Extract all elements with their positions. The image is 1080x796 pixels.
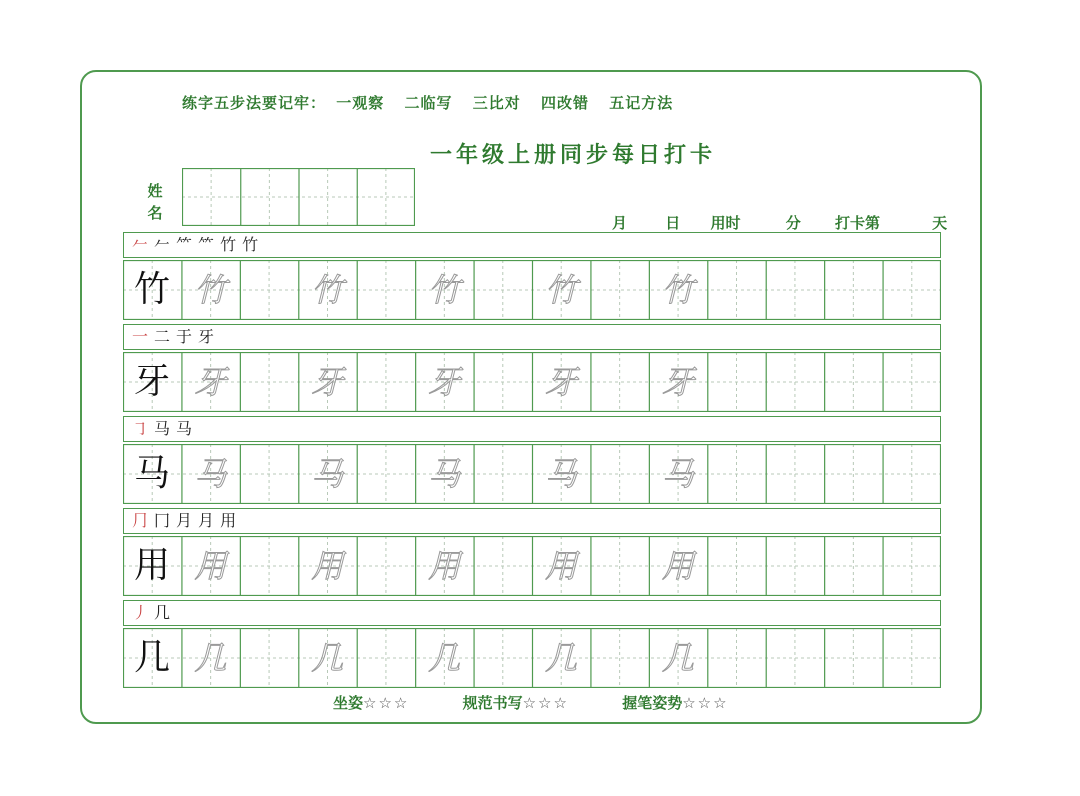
posture-label: 坐姿 <box>333 694 364 712</box>
trace-character[interactable]: 马 <box>661 455 694 493</box>
motto-lead: 练字五步法要记牢： <box>182 94 327 112</box>
trace-character[interactable]: 马 <box>428 455 461 493</box>
stroke-step: 𠂉 <box>154 235 171 254</box>
model-character: 用 <box>133 545 170 586</box>
practice-grid-row[interactable] <box>123 536 941 596</box>
model-character: 竹 <box>133 269 170 310</box>
writing-rating <box>463 692 569 713</box>
name-label-2: 名 <box>147 204 163 222</box>
stroke-step: 于 <box>176 327 193 346</box>
trace-character[interactable]: 马 <box>544 455 577 493</box>
trace-character[interactable]: 牙 <box>544 363 577 401</box>
trace-character[interactable]: 用 <box>311 547 344 585</box>
stroke-step: 冂 <box>154 511 171 530</box>
stroke-step: 竹 <box>242 235 259 254</box>
writing-label: 规范书写 <box>462 694 523 712</box>
trace-character[interactable]: 用 <box>661 547 694 585</box>
model-character: 牙 <box>133 361 170 402</box>
model-character: 几 <box>133 637 170 678</box>
stroke-step: ⺆ <box>132 511 149 530</box>
stroke-order-row <box>123 508 941 534</box>
trace-character[interactable]: 竹 <box>544 271 577 309</box>
name-input-grid[interactable] <box>182 168 415 226</box>
stroke-step: 𠂉 <box>132 235 149 254</box>
grip-stars[interactable]: ☆☆☆ <box>682 694 729 712</box>
trace-character[interactable]: 牙 <box>428 363 461 401</box>
practice-grid-row[interactable] <box>123 260 941 320</box>
trace-character[interactable]: 牙 <box>194 363 227 401</box>
name-grid-lines <box>182 168 415 226</box>
stroke-step: ㇆ <box>132 419 149 438</box>
practice-grid-row[interactable] <box>123 444 941 504</box>
stroke-step: 一 <box>132 327 149 346</box>
trace-character[interactable]: 竹 <box>661 271 694 309</box>
trace-character[interactable]: 几 <box>544 639 577 677</box>
stroke-step: 马 <box>176 419 193 438</box>
stroke-step: ⺮ <box>198 235 215 254</box>
stroke-step: 月 <box>176 511 193 530</box>
name-label-1: 姓 <box>147 182 163 200</box>
motto-step-1: 一观察 <box>336 94 385 112</box>
motto-step-3: 三比对 <box>472 94 521 112</box>
stroke-step: ⺮ <box>176 235 193 254</box>
trace-character[interactable]: 牙 <box>661 363 694 401</box>
page-title: 一年级上册同步每日打卡 <box>430 143 717 168</box>
stroke-step: 牙 <box>198 327 215 346</box>
trace-character[interactable]: 用 <box>544 547 577 585</box>
practice-grid-row[interactable] <box>123 352 941 412</box>
motto-step-2: 二临写 <box>404 94 453 112</box>
trace-character[interactable]: 牙 <box>311 363 344 401</box>
trace-character[interactable]: 马 <box>194 455 227 493</box>
stroke-order-row <box>123 416 941 442</box>
duration-label: 用时 <box>710 214 741 232</box>
trace-character[interactable]: 竹 <box>428 271 461 309</box>
trace-character[interactable]: 几 <box>194 639 227 677</box>
stroke-order-row <box>123 600 941 626</box>
stroke-step: 竹 <box>220 235 237 254</box>
trace-character[interactable]: 马 <box>311 455 344 493</box>
model-character: 马 <box>133 453 170 494</box>
motto-step-5: 五记方法 <box>609 94 674 112</box>
month-label: 月 <box>612 214 628 232</box>
stroke-order-row <box>123 324 941 350</box>
trace-character[interactable]: 用 <box>428 547 461 585</box>
day-label: 日 <box>665 214 681 232</box>
trace-character[interactable]: 用 <box>194 547 227 585</box>
trace-character[interactable]: 几 <box>311 639 344 677</box>
practice-motto <box>182 92 687 113</box>
trace-character[interactable]: 竹 <box>311 271 344 309</box>
stroke-step: 月 <box>198 511 215 530</box>
days-label: 天 <box>932 214 948 232</box>
stroke-step: 马 <box>154 419 171 438</box>
grip-label: 握笔姿势 <box>622 694 683 712</box>
date-fields <box>612 212 947 233</box>
stroke-step: 用 <box>220 511 237 530</box>
trace-character[interactable]: 几 <box>661 639 694 677</box>
stroke-step: 丿 <box>132 603 149 622</box>
trace-character[interactable]: 几 <box>428 639 461 677</box>
motto-step-4: 四改错 <box>541 94 590 112</box>
posture-stars[interactable]: ☆☆☆ <box>363 694 410 712</box>
stroke-step: 几 <box>154 603 171 622</box>
checkin-label: 打卡第 <box>834 214 880 232</box>
trace-character[interactable]: 竹 <box>194 271 227 309</box>
stroke-step: 二 <box>154 327 171 346</box>
posture-rating <box>333 692 409 713</box>
name-label <box>142 180 168 224</box>
stroke-order-row <box>123 232 941 258</box>
evaluation-footer <box>333 692 777 713</box>
grip-rating <box>622 692 728 713</box>
writing-stars[interactable]: ☆☆☆ <box>522 694 569 712</box>
practice-grid-row[interactable] <box>123 628 941 688</box>
minutes-label: 分 <box>785 214 801 232</box>
